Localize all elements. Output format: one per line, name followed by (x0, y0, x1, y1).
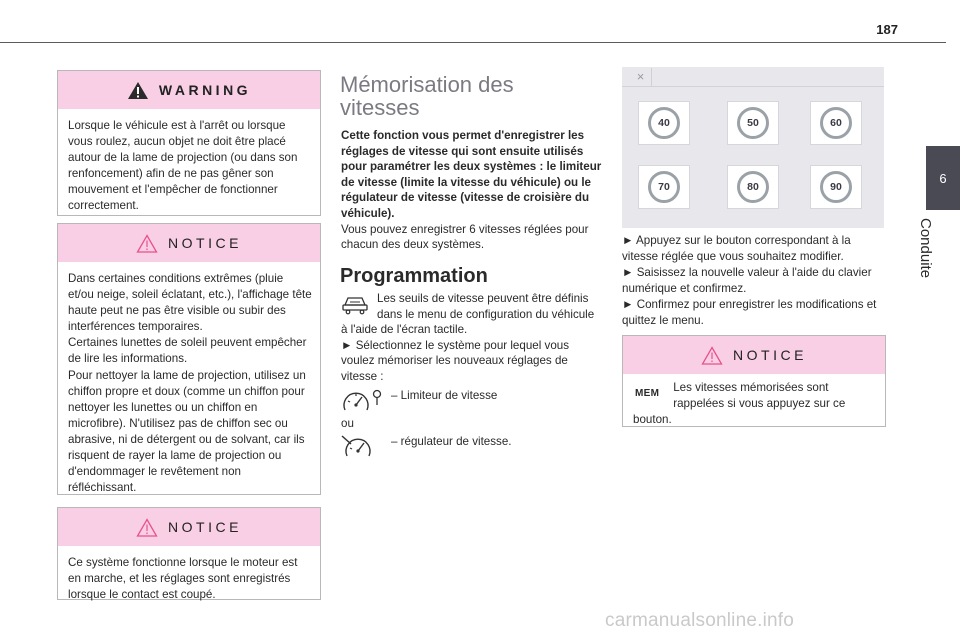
touchscreen-illustration (622, 67, 884, 228)
intro-text: Vous pouvez enregistrer 6 vitesses réglées pour chacun des deux systèmes. (341, 222, 589, 252)
notice-text: Les vitesses mémorisées sont rappelées si vous appuyez sur ce bouton. (633, 381, 846, 427)
close-icon[interactable]: × (630, 68, 652, 86)
notice-box (622, 335, 886, 427)
warning-box (57, 70, 321, 216)
notice-header (58, 508, 320, 546)
speed-sign: 70 (648, 171, 680, 203)
chapter-title-text: Conduite (917, 218, 934, 279)
option-limiter-label: – Limiteur de vitesse (391, 388, 498, 402)
programmation-heading: Programmation (340, 265, 488, 287)
speed-sign: 40 (648, 107, 680, 139)
option-cruise (341, 434, 603, 460)
section-title: Mémorisation des vitesses (340, 72, 514, 120)
chapter-tab[interactable]: 6 (926, 146, 960, 210)
section-intro (341, 128, 603, 253)
speed-button[interactable] (810, 101, 862, 145)
speed-limiter-icon (341, 388, 385, 414)
notice-text: Ce système fonctionne lorsque le moteur est en marche, et les réglages sont enregistrés lorsque le contact est coupé. (68, 556, 298, 602)
notice-label: NOTICE (168, 519, 242, 535)
screen-top-bar (622, 67, 884, 87)
instruction-step: ► Saisissez la nouvelle valeur à l'aide du clavier numérique et confirmez. (622, 266, 872, 295)
notice-header (58, 224, 320, 262)
programmation-body (341, 291, 603, 460)
watermark: carmanualsonline.info (605, 610, 795, 631)
notice-paragraph: Dans certaines conditions extrêmes (pluie et/ou neige, soleil éclatant, etc.), l'affichage tête haute peut ne pas être visible ou subir des interférences temporaires. (68, 272, 312, 334)
option-cruise-label: – régulateur de vitesse. (391, 435, 512, 449)
instruction-step: ► Confirmez pour enregistrer les modifications et quittez le menu. (622, 298, 877, 327)
notice-label: NOTICE (733, 347, 807, 363)
notice-triangle-icon (136, 234, 158, 253)
notice-box (57, 223, 321, 495)
notice-triangle-icon (701, 346, 723, 365)
chapter-title (916, 218, 936, 338)
speed-sign: 50 (737, 107, 769, 139)
warning-label: WARNING (158, 82, 252, 98)
header-rule (0, 42, 946, 43)
speed-sign: 80 (737, 171, 769, 203)
cruise-control-icon (341, 434, 385, 460)
speed-button[interactable] (638, 101, 690, 145)
speed-button[interactable] (727, 165, 779, 209)
page-number: 187 (876, 22, 898, 37)
notice-paragraph: Certaines lunettes de soleil peuvent empêcher de lire les informations. (68, 336, 307, 366)
speed-button[interactable] (638, 165, 690, 209)
speed-button[interactable] (727, 101, 779, 145)
programmation-step: ► Sélectionnez le système pour lequel vous voulez mémoriser les nouveaux réglages de vitesse : (341, 338, 570, 383)
instruction-step: ► Appuyez sur le bouton correspondant à la vitesse réglée que vous souhaitez modifier. (622, 234, 851, 263)
programmation-text: Les seuils de vitesse peuvent être définis dans le menu de configuration du véhicule à l'aide de l'écran tactile. (341, 292, 595, 337)
speed-sign: 60 (820, 107, 852, 139)
warning-header (58, 71, 320, 109)
option-limiter (341, 388, 603, 414)
notice-triangle-icon (136, 518, 158, 537)
warning-text: Lorsque le véhicule est à l'arrêt ou lorsque vous roulez, aucun objet ne doit être placé autour de la lame de projection (ou dans son renfoncement) afin de ne pas gêner son mouvement et l'empêcher de fonctionner correctement. (68, 119, 298, 213)
instruction-steps (622, 233, 888, 329)
notice-label: NOTICE (168, 235, 242, 251)
notice-body (623, 374, 885, 438)
notice-body (58, 262, 320, 506)
or-word: ou (341, 416, 354, 430)
speed-button[interactable] (810, 165, 862, 209)
notice-paragraph: Pour nettoyer la lame de projection, utilisez un chiffon propre et doux (comme un chiffon pour nettoyer les lunettes ou un chiffon en microfibre). N'utilisez pas de chiffon sec ou abrasive, ni de détergent ou de solvant, car ils risquent de rayer la lame de projection ou d'endommager le revêtement non réfléchissant. (68, 368, 306, 495)
mem-button-icon: MEM (635, 388, 660, 399)
intro-bold-text: Cette fonction vous permet d'enregistrer les réglages de vitesse qui sont ensuite utilisés pour paramétrer les deux systèmes : le limiteur de vitesse (limite la vitesse du véhicule) ou le régulateur de vitesse (vitesse de croisière du véhicule). (341, 129, 602, 220)
speed-sign: 90 (820, 171, 852, 203)
touchscreen-car-icon (341, 293, 369, 315)
notice-box (57, 507, 321, 600)
warning-triangle-icon (127, 81, 149, 100)
notice-header (623, 336, 885, 374)
